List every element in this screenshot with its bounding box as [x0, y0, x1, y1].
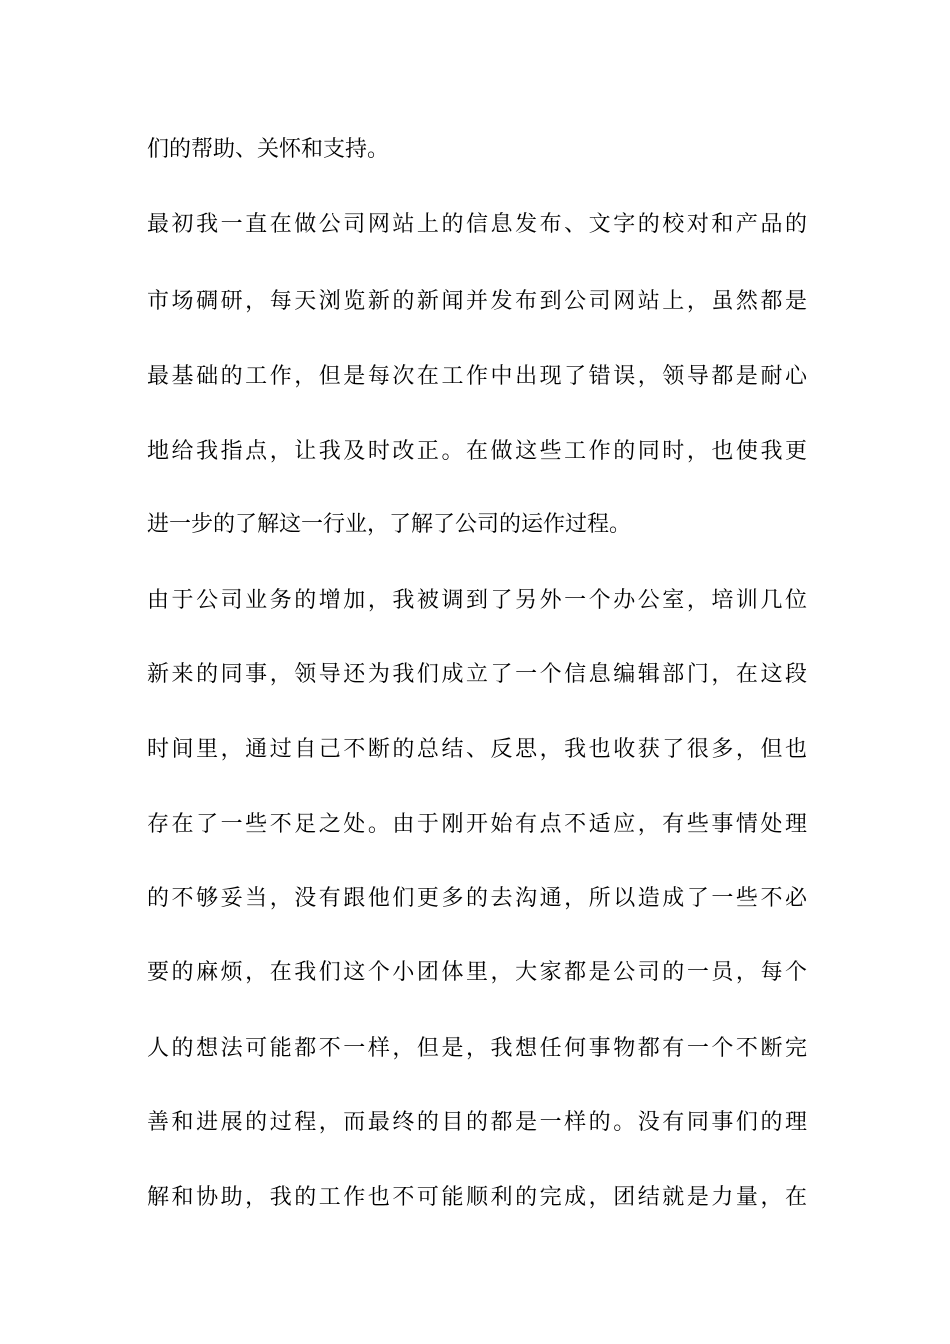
text-line: 最基础的工作，但是每次在工作中出现了错误，领导都是耐心 — [147, 364, 807, 389]
text-line: 人的想法可能都不一样，但是，我想任何事物都有一个不断完 — [147, 1036, 807, 1061]
text-line: 存在了一些不足之处。由于刚开始有点不适应，有些事情处理 — [147, 812, 807, 837]
text-line: 地给我指点，让我及时改正。在做这些工作的同时，也使我更 — [147, 439, 807, 464]
text-line: 解和协助，我的工作也不可能顺利的完成，团结就是力量，在 — [147, 1185, 807, 1210]
text-line: 们的帮助、关怀和支持。 — [147, 137, 390, 162]
text-line: 最初我一直在做公司网站上的信息发布、文字的校对和产品的 — [147, 212, 807, 237]
text-line: 的不够妥当，没有跟他们更多的去沟通，所以造成了一些不必 — [147, 886, 807, 911]
text-line: 由于公司业务的增加，我被调到了另外一个办公室，培训几位 — [147, 588, 807, 613]
text-line: 新来的同事，领导还为我们成立了一个信息编辑部门，在这段 — [147, 662, 807, 687]
text-line: 时间里，通过自己不断的总结、反思，我也收获了很多，但也 — [147, 737, 807, 762]
text-line: 进一步的了解这一行业，了解了公司的运作过程。 — [147, 512, 632, 537]
text-line: 善和进展的过程，而最终的目的都是一样的。没有同事们的理 — [147, 1110, 807, 1135]
text-line: 要的麻烦，在我们这个小团体里，大家都是公司的一员，每个 — [147, 960, 807, 985]
text-line: 市场碉研，每天浏览新的新闻并发布到公司网站上，虽然都是 — [147, 289, 807, 314]
